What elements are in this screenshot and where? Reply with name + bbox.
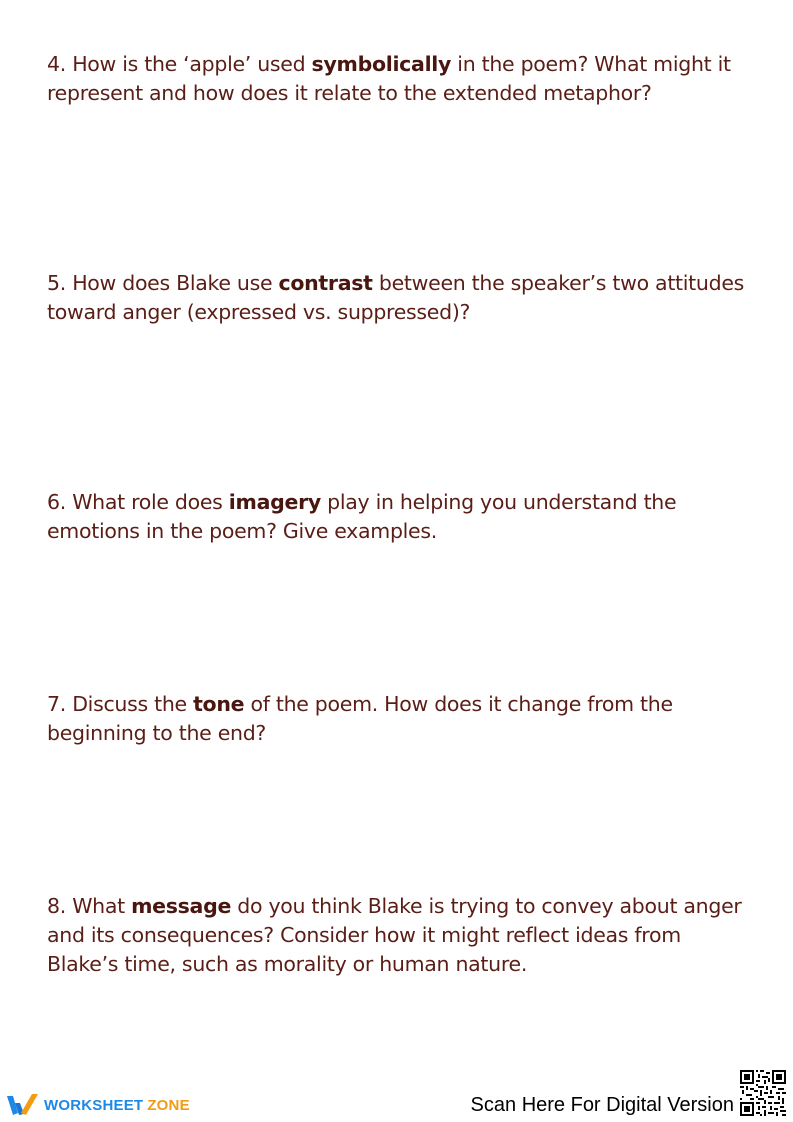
question-number: 5. (47, 271, 66, 295)
question-text-after: play in helping you understand the emotions in the poem? Give examples. (47, 490, 677, 543)
question-text-before: How does Blake use (72, 271, 279, 295)
question-text-after: in the poem? What might it represent and how does it relate to the extended metaphor? (47, 52, 731, 105)
logo-word-zone: ZONE (147, 1096, 190, 1114)
question-text-before: What (72, 894, 132, 918)
question-number: 4. (47, 52, 66, 76)
question-6 (47, 488, 757, 546)
question-keyword: message (131, 894, 232, 918)
question-keyword: contrast (278, 271, 373, 295)
question-7 (47, 690, 757, 748)
question-text-before: Discuss the (72, 692, 194, 716)
question-text-after: do you think Blake is trying to convey about anger and its consequences? Consider how it might reflect ideas from Blake’s time, such as morality or human nature. (47, 894, 742, 976)
question-number: 8. (47, 894, 66, 918)
scan-instruction: Scan Here For Digital Version (470, 1094, 734, 1116)
worksheetzone-w-logo-icon (6, 1093, 40, 1117)
question-text-after: between the speaker’s two attitudes toward anger (expressed vs. suppressed)? (47, 271, 745, 324)
question-keyword: symbolically (311, 52, 452, 76)
question-text-after: of the poem. How does it change from the beginning to the end? (47, 692, 673, 745)
qr-code-icon[interactable] (740, 1070, 786, 1116)
logo-text (44, 1097, 190, 1114)
question-5 (47, 269, 757, 327)
logo-word-worksheet: WORKSHEET (44, 1096, 144, 1114)
worksheetzone-logo[interactable] (6, 1091, 190, 1119)
question-keyword: imagery (228, 490, 321, 514)
question-number: 6. (47, 490, 66, 514)
question-keyword: tone (193, 692, 245, 716)
footer (0, 1060, 793, 1122)
question-8 (47, 892, 757, 979)
question-text-before: What role does (72, 490, 229, 514)
question-number: 7. (47, 692, 66, 716)
question-text-before: How is the ‘apple’ used (72, 52, 312, 76)
question-4 (47, 50, 757, 108)
